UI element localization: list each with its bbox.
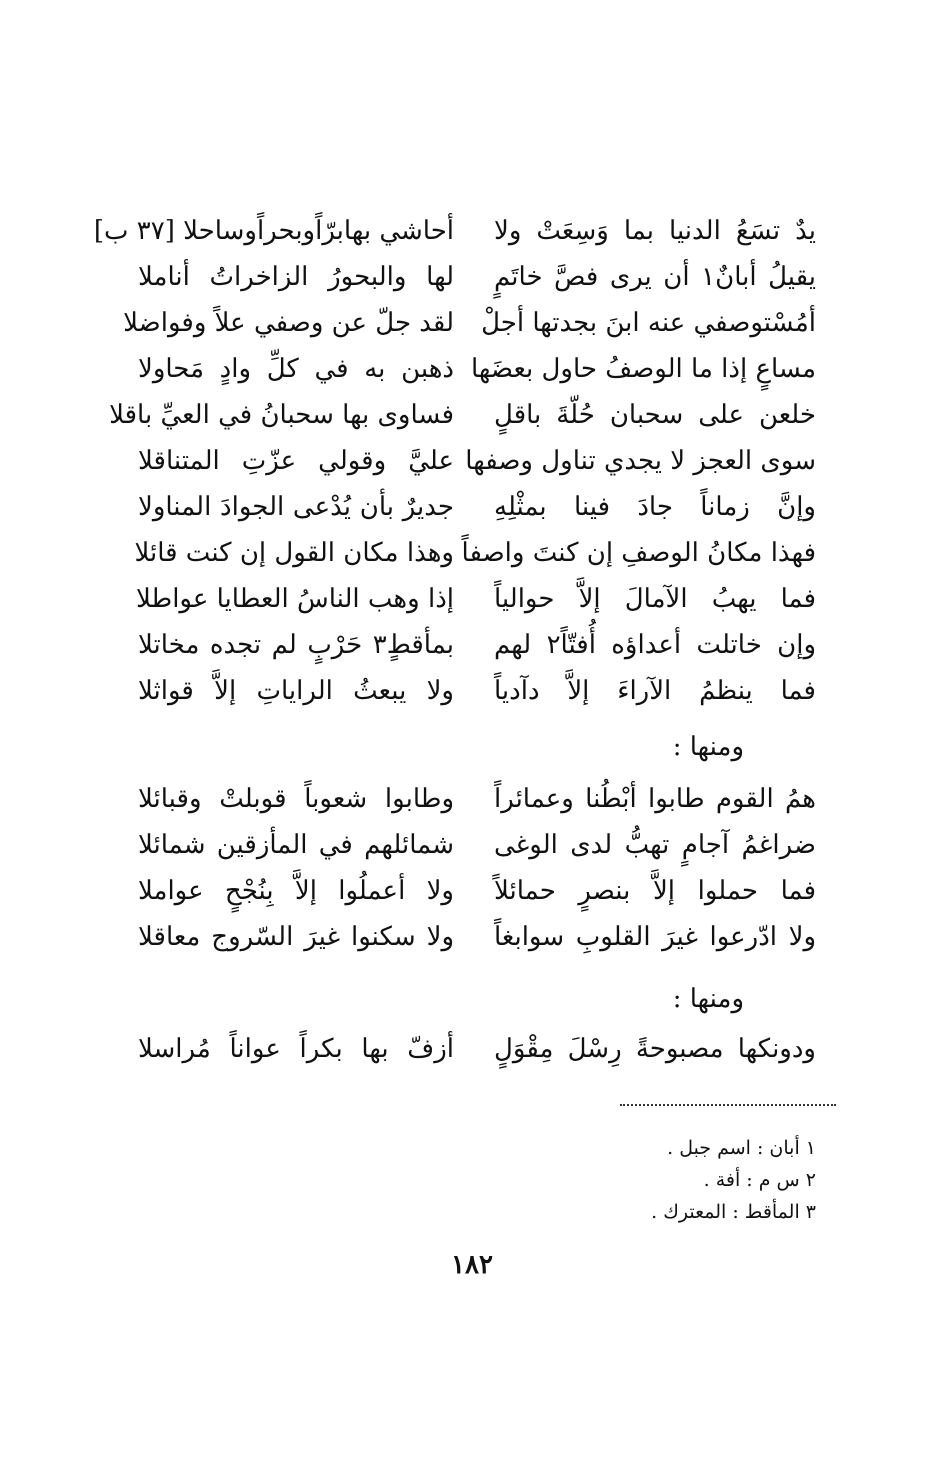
verse-second-hemistich: جديرٌ بأن يُدْعى الجوادَ المناولا bbox=[138, 492, 454, 522]
verse-line bbox=[0, 914, 944, 960]
verse-second-hemistich: ولا يبعثُ الراياتِ إلاَّ قواثلا bbox=[138, 676, 454, 706]
verse-first-hemistich: وإنَّ زماناً جادَ فينا بمثْلِهِ bbox=[494, 492, 816, 522]
poem-block-1 bbox=[0, 208, 944, 714]
verse-first-hemistich: خلعن على سحبان حُلّةَ باقلٍ bbox=[494, 400, 816, 430]
verse-line bbox=[0, 254, 944, 300]
verse-line bbox=[0, 300, 944, 346]
verse-second-hemistich: وطابوا شعوباً قوبلتْ وقبائلا bbox=[138, 784, 454, 814]
verse-first-hemistich: فما حملوا إلاَّ بنصرٍ حمائلاً bbox=[494, 876, 816, 906]
verse-line bbox=[0, 392, 944, 438]
footnote: ١ أبان : اسم جبل . bbox=[667, 1137, 816, 1159]
footnote: ٢ س م : أفة . bbox=[703, 1169, 816, 1191]
poem-block-3 bbox=[0, 1026, 944, 1072]
verse-first-hemistich: فهذا مكانُ الوصفِ إن كنتَ واصفاً bbox=[461, 538, 816, 568]
verse-second-hemistich: شمائلهم في المأزقين شمائلا bbox=[138, 830, 454, 860]
verse-line bbox=[0, 1026, 944, 1072]
verse-line bbox=[0, 484, 944, 530]
verse-second-hemistich: ولا سكنوا غيرَ السّروج معاقلا bbox=[138, 922, 454, 952]
verse-line bbox=[0, 576, 944, 622]
verse-second-hemistich: بمأقطٍ٣ حَرْبٍ لم تجده مخاتلا bbox=[138, 630, 454, 660]
verse-line bbox=[0, 776, 944, 822]
footnote: ٣ المأقط : المعترك . bbox=[651, 1201, 816, 1223]
verse-second-hemistich: لها والبحورُ الزاخراتُ أناملا bbox=[138, 262, 454, 292]
verse-first-hemistich: فما يهبُ الآمالَ إلاَّ حوالياً bbox=[494, 584, 816, 614]
section-heading: ومنها : bbox=[672, 732, 744, 762]
section-heading: ومنها : bbox=[672, 984, 744, 1014]
verse-first-hemistich: ودونكها مصبوحةً رِسْلَ مِقْوَلٍ bbox=[494, 1034, 816, 1064]
verse-first-hemistich: همُ القوم طابوا أبْطُنا وعمائراً bbox=[494, 784, 816, 814]
verse-second-hemistich: أحاشي بهابرّاًوبحراًوساحلا [٣٧ ب] bbox=[93, 216, 454, 246]
verse-first-hemistich: مساعٍ إذا ما الوصفُ حاول بعضَها bbox=[471, 354, 816, 384]
verse-first-hemistich: وإن خاتلت أعداؤه أُفتّاً٢ لهم bbox=[494, 630, 816, 660]
verse-second-hemistich: عليَّ وقولي عزّتِ المتناقلا bbox=[138, 446, 454, 476]
verse-second-hemistich: أزفّ بها بكراً عواناً مُراسلا bbox=[138, 1034, 454, 1064]
verse-first-hemistich: سوى العجز لا يجدي تناول وصفها bbox=[465, 446, 816, 476]
verse-line bbox=[0, 530, 944, 576]
verse-first-hemistich: أمُسْتوصفي عنه ابنَ بجدتها أجلْ bbox=[481, 308, 816, 338]
footnotes bbox=[651, 1132, 816, 1228]
verse-second-hemistich: إذا وهب الناسُ العطايا عواطلا bbox=[135, 584, 454, 614]
verse-line bbox=[0, 868, 944, 914]
page-number: ١٨٢ bbox=[451, 1250, 493, 1280]
poem-block-2 bbox=[0, 776, 944, 960]
verse-second-hemistich: لقد جلّ عن وصفي علاً وفواضلا bbox=[123, 308, 454, 338]
verse-line bbox=[0, 208, 944, 254]
verse-first-hemistich: يدٌ تسَعُ الدنيا بما وَسِعَتْ ولا bbox=[494, 216, 816, 246]
verse-line bbox=[0, 438, 944, 484]
verse-second-hemistich: وهذا مكان القول إن كنت قائلا bbox=[134, 538, 454, 568]
verse-first-hemistich: ولا ادّرعوا غيرَ القلوبِ سوابغاً bbox=[494, 922, 816, 952]
footnote-separator bbox=[620, 1104, 836, 1106]
verse-line bbox=[0, 668, 944, 714]
verse-line bbox=[0, 622, 944, 668]
verse-second-hemistich: ولا أعملُوا إلاَّ بِنُجْحٍ عواملا bbox=[138, 876, 454, 906]
verse-line bbox=[0, 822, 944, 868]
verse-line bbox=[0, 346, 944, 392]
verse-first-hemistich: يقيلُ أبانٌ١ أن يرى فصَّ خاتَمٍ bbox=[494, 262, 817, 292]
verse-second-hemistich: فساوى بها سحبانُ في العيِّ باقلا bbox=[109, 400, 454, 430]
verse-first-hemistich: ضراغمُ آجامٍ تهبُّ لدى الوغى bbox=[494, 830, 816, 860]
verse-first-hemistich: فما ينظمُ الآراءَ إلاَّ دآدياً bbox=[494, 676, 816, 706]
verse-second-hemistich: ذهبن به في كلِّ وادٍ مَحاولا bbox=[138, 354, 454, 384]
